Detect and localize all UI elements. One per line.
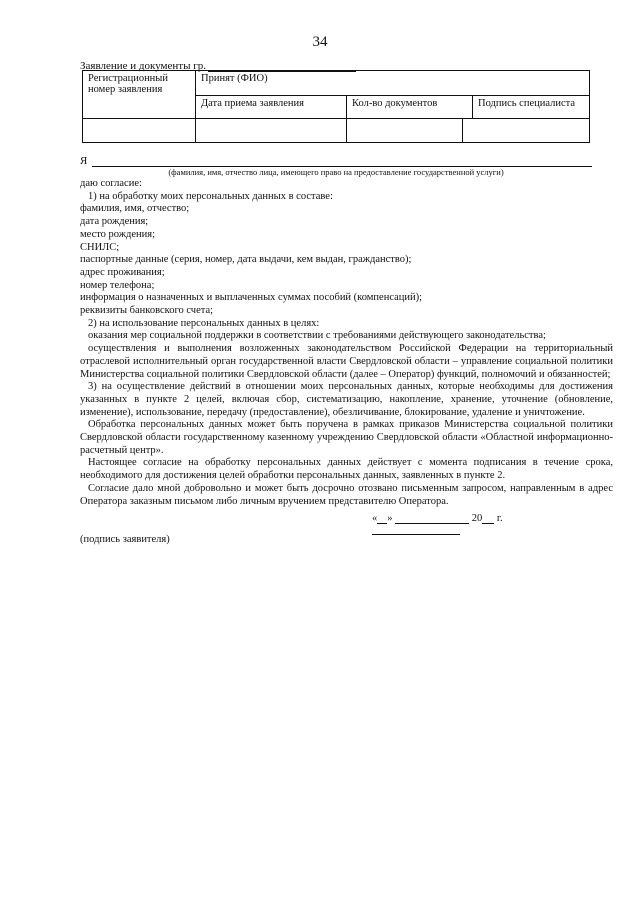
doc-count-label: Кол-во документов xyxy=(347,96,473,118)
registration-table xyxy=(82,70,590,143)
data-item-birthplace: место рождения; xyxy=(80,228,156,240)
year-suffix: г. xyxy=(496,513,503,524)
date-received-label: Дата приема заявления xyxy=(196,96,347,118)
consent-text xyxy=(80,178,613,508)
month-blank xyxy=(395,514,469,524)
date-close-quote: » xyxy=(387,513,393,524)
day-blank xyxy=(377,514,387,524)
consent-item-1: 1) на обработку моих персональных данных в составе: xyxy=(88,190,333,202)
signature-label: (подпись заявителя) xyxy=(80,534,170,545)
received-by-label: Принят (ФИО) xyxy=(201,73,268,84)
consent-item-2: 2) на использование персональных данных в целях: xyxy=(88,317,320,329)
consent-revocation: Согласие дало мной добровольно и может быть досрочно отозвано письменным запросом, направленным в адрес Оператора заказным письмом либо личным вручением представителю Оператора. xyxy=(80,482,613,507)
date-open-quote: « xyxy=(372,513,378,524)
applicant-name-hint: (фамилия, имя, отчество лица, имеющего право на предоставление государственной услуги) xyxy=(168,167,504,177)
signature-line xyxy=(372,534,460,535)
date-received-value xyxy=(196,118,347,142)
reg-number-label: Регистрационный номер заявления xyxy=(88,73,168,95)
consent-intro: даю согласие: xyxy=(80,178,142,189)
doc-count-value xyxy=(347,118,463,142)
specialist-signature-label: Подпись специалиста xyxy=(473,96,590,118)
specialist-signature-value xyxy=(463,118,590,142)
reg-number-value xyxy=(83,118,196,142)
data-item-birthdate: дата рождения; xyxy=(80,216,149,228)
data-item-snils: СНИЛС; xyxy=(80,241,120,253)
purpose-functions: осуществления и выполнения возложенных законодательством Российской Федерации на территориальный отраслевой исполнительный орган государственной власти Свердловской области – управление социальной политики Министерства социальной политики Свердловской области (далее – Оператор) функций, полномочий и обязанностей; xyxy=(80,343,613,380)
processing-delegation: Обработка персональных данных может быть поручена в рамках приказов Министерства социальной политики Свердловской области государственному казенному учреждению Свердловской области «Областной информационно-расчетный центр». xyxy=(80,419,613,456)
data-item-address: адрес проживания; xyxy=(80,266,165,278)
data-item-phone: номер телефона; xyxy=(80,279,155,291)
year-blank xyxy=(482,514,494,524)
received-block xyxy=(196,71,590,119)
purpose-support: оказания мер социальной поддержки в соответствии с требованиями действующего законодательства; xyxy=(88,330,546,342)
consent-duration: Настоящее согласие на обработку персональных данных действует с момента подписания в течение срока, необходимого для достижения целей обработки персональных данных, заявленных в пункте 2. xyxy=(80,457,613,482)
consent-item-3: 3) на осуществление действий в отношении моих персональных данных, которые необходимы для достижения указанных в пункте 2 целей, включая сбор, систематизацию, накопление, хранение, уточнение (обновление, изменение), использование, передачу (предоставление), обезличивание, блокирование, удаление и уничтожение. xyxy=(80,381,613,418)
year-prefix: 20 xyxy=(471,513,483,524)
header-prefix: Заявление и документы гр. xyxy=(80,60,206,72)
ya-label: Я xyxy=(80,155,88,167)
data-item-benefits: информация о назначенных и выплаченных суммах пособий (компенсаций); xyxy=(80,292,423,304)
date-field xyxy=(372,513,503,524)
data-item-passport: паспортные данные (серия, номер, дата выдачи, кем выдан, гражданство); xyxy=(80,254,412,266)
page-number: 34 xyxy=(312,34,328,50)
reg-number-cell xyxy=(83,71,196,119)
data-item-bank: реквизиты банковского счета; xyxy=(80,305,214,317)
data-item-fio: фамилия, имя, отчество; xyxy=(80,203,190,215)
applicant-name-row xyxy=(80,155,592,167)
